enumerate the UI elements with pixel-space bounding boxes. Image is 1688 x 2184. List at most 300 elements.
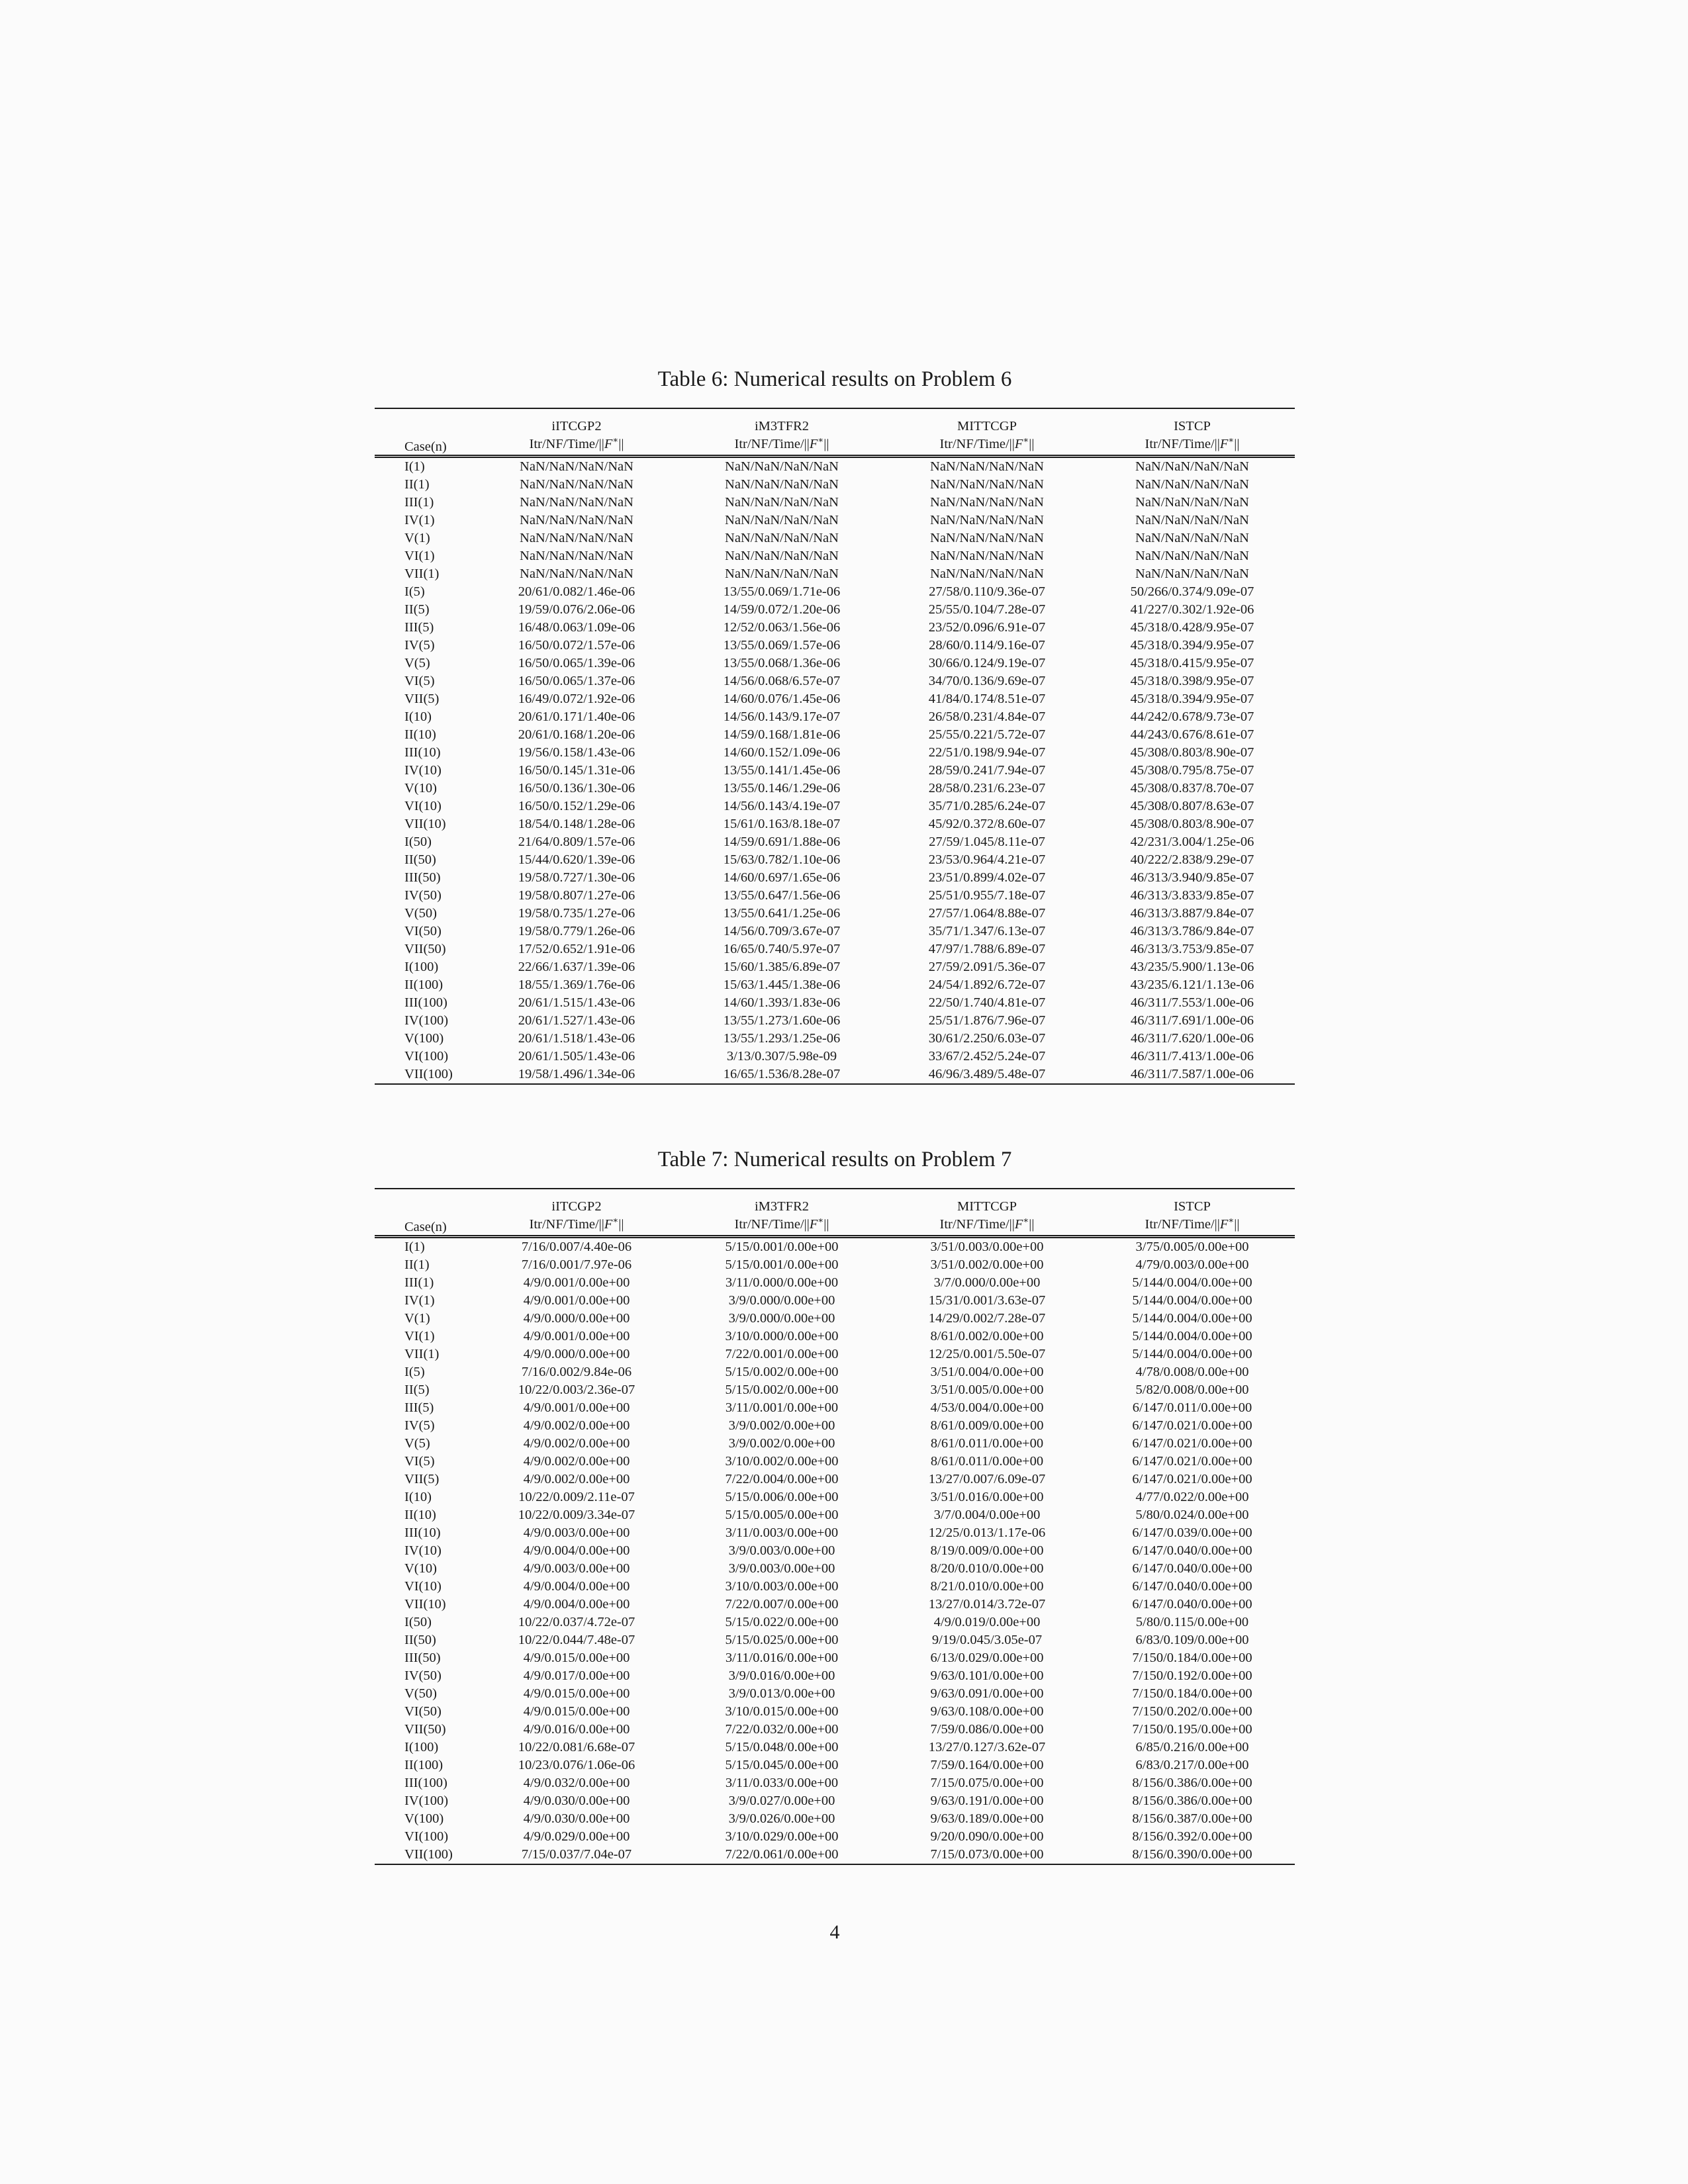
case-cell: V(1) bbox=[404, 531, 430, 545]
case-cell: V(1) bbox=[404, 1311, 430, 1326]
result-cell: 5/144/0.004/0.00e+00 bbox=[1132, 1311, 1252, 1326]
result-cell: NaN/NaN/NaN/NaN bbox=[930, 513, 1044, 527]
result-cell: 12/52/0.063/1.56e-06 bbox=[723, 620, 841, 635]
result-cell: 25/55/0.221/5.72e-07 bbox=[928, 727, 1046, 742]
table-row bbox=[375, 1417, 1295, 1435]
result-cell: 6/147/0.021/0.00e+00 bbox=[1132, 1436, 1252, 1451]
case-cell: I(1) bbox=[404, 459, 425, 474]
result-cell: 3/51/0.004/0.00e+00 bbox=[930, 1365, 1044, 1379]
result-cell: 3/9/0.000/0.00e+00 bbox=[728, 1311, 835, 1326]
case-cell: II(5) bbox=[404, 602, 430, 617]
table-row bbox=[375, 1828, 1295, 1846]
case-cell: VII(50) bbox=[404, 1722, 446, 1737]
result-cell: 16/50/0.145/1.31e-06 bbox=[518, 763, 635, 778]
case-cell: III(100) bbox=[404, 995, 447, 1010]
table-row bbox=[375, 1739, 1295, 1756]
result-cell: 5/15/0.045/0.00e+00 bbox=[725, 1758, 839, 1772]
result-cell: 34/70/0.136/9.69e-07 bbox=[928, 674, 1046, 688]
table-row bbox=[375, 512, 1295, 529]
table7-body bbox=[375, 1237, 1295, 1865]
case-cell: V(5) bbox=[404, 656, 430, 670]
result-cell: 7/16/0.001/7.97e-06 bbox=[521, 1257, 632, 1272]
result-cell: NaN/NaN/NaN/NaN bbox=[1135, 567, 1249, 581]
result-cell: 3/51/0.005/0.00e+00 bbox=[930, 1383, 1044, 1397]
case-cell: II(100) bbox=[404, 978, 444, 992]
table-row bbox=[375, 1631, 1295, 1649]
result-cell: 19/58/1.496/1.34e-06 bbox=[518, 1067, 635, 1081]
result-cell: 13/55/0.069/1.57e-06 bbox=[723, 638, 841, 653]
result-cell: 8/19/0.009/0.00e+00 bbox=[930, 1543, 1044, 1558]
result-cell: 4/9/0.000/0.00e+00 bbox=[523, 1347, 630, 1361]
result-cell: 10/22/0.003/2.36e-07 bbox=[518, 1383, 635, 1397]
result-cell: 3/10/0.003/0.00e+00 bbox=[725, 1579, 839, 1594]
table-row bbox=[375, 1560, 1295, 1578]
result-cell: 46/311/7.553/1.00e-06 bbox=[1130, 995, 1254, 1010]
result-cell: 46/313/3.833/9.85e-07 bbox=[1130, 888, 1254, 903]
result-cell: 3/51/0.002/0.00e+00 bbox=[930, 1257, 1044, 1272]
table6 bbox=[375, 408, 1295, 1085]
case-cell: I(10) bbox=[404, 1490, 432, 1504]
table-subheader-row bbox=[375, 1214, 1295, 1237]
table-row bbox=[375, 1399, 1295, 1417]
case-cell: VII(1) bbox=[404, 1347, 440, 1361]
result-cell: 7/16/0.007/4.40e-06 bbox=[521, 1240, 632, 1254]
case-cell: I(50) bbox=[404, 835, 432, 849]
result-cell: 46/313/3.753/9.85e-07 bbox=[1130, 942, 1254, 956]
result-cell: 3/13/0.307/5.98e-09 bbox=[726, 1049, 837, 1064]
metric-label: Itr/NF/Time/||F∗|| bbox=[734, 1215, 829, 1232]
result-cell: 4/9/0.003/0.00e+00 bbox=[523, 1525, 630, 1540]
result-cell: 8/61/0.011/0.00e+00 bbox=[930, 1454, 1044, 1469]
case-cell: V(50) bbox=[404, 1686, 437, 1701]
case-cell: V(10) bbox=[404, 781, 437, 796]
table-row bbox=[375, 529, 1295, 547]
result-cell: 15/44/0.620/1.39e-06 bbox=[518, 852, 635, 867]
result-cell: 20/61/1.527/1.43e-06 bbox=[518, 1013, 635, 1028]
result-cell: 7/22/0.004/0.00e+00 bbox=[725, 1472, 839, 1486]
result-cell: 6/147/0.040/0.00e+00 bbox=[1132, 1543, 1252, 1558]
result-cell: 3/75/0.005/0.00e+00 bbox=[1135, 1240, 1249, 1254]
result-cell: 16/50/0.065/1.39e-06 bbox=[518, 656, 635, 670]
case-cell: I(10) bbox=[404, 709, 432, 724]
result-cell: 3/9/0.002/0.00e+00 bbox=[728, 1418, 835, 1433]
result-cell: 14/56/0.709/3.67e-07 bbox=[723, 924, 841, 938]
result-cell: 7/22/0.061/0.00e+00 bbox=[725, 1847, 839, 1862]
result-cell: NaN/NaN/NaN/NaN bbox=[520, 513, 633, 527]
result-cell: 14/60/0.152/1.09e-06 bbox=[723, 745, 841, 760]
table-row bbox=[375, 905, 1295, 923]
table-row bbox=[375, 1649, 1295, 1667]
result-cell: 5/144/0.004/0.00e+00 bbox=[1132, 1329, 1252, 1343]
table-row bbox=[375, 1756, 1295, 1774]
result-cell: 4/9/0.030/0.00e+00 bbox=[523, 1811, 630, 1826]
result-cell: 14/56/0.143/4.19e-07 bbox=[723, 799, 841, 813]
result-cell: 4/9/0.029/0.00e+00 bbox=[523, 1829, 630, 1844]
case-column-header: Case(n) bbox=[404, 439, 447, 454]
result-cell: NaN/NaN/NaN/NaN bbox=[725, 531, 839, 545]
metric-label: Itr/NF/Time/||F∗|| bbox=[1145, 435, 1240, 451]
result-cell: NaN/NaN/NaN/NaN bbox=[520, 495, 633, 510]
result-cell: 13/55/1.293/1.25e-06 bbox=[723, 1031, 841, 1046]
result-cell: 7/15/0.037/7.04e-07 bbox=[521, 1847, 632, 1862]
result-cell: 46/311/7.413/1.00e-06 bbox=[1130, 1049, 1254, 1064]
result-cell: 5/15/0.025/0.00e+00 bbox=[725, 1633, 839, 1647]
result-cell: 7/59/0.164/0.00e+00 bbox=[930, 1758, 1044, 1772]
case-cell: VI(50) bbox=[404, 924, 442, 938]
case-cell: VI(10) bbox=[404, 799, 442, 813]
result-cell: 20/61/0.168/1.20e-06 bbox=[518, 727, 635, 742]
result-cell: 7/150/0.192/0.00e+00 bbox=[1132, 1668, 1252, 1683]
case-cell: IV(100) bbox=[404, 1013, 449, 1028]
result-cell: 5/15/0.002/0.00e+00 bbox=[725, 1383, 839, 1397]
result-cell: 6/147/0.040/0.00e+00 bbox=[1132, 1561, 1252, 1576]
result-cell: 16/65/1.536/8.28e-07 bbox=[723, 1067, 841, 1081]
table-row bbox=[375, 476, 1295, 494]
result-cell: 4/9/0.002/0.00e+00 bbox=[523, 1436, 630, 1451]
table7 bbox=[375, 1188, 1295, 1865]
table-row bbox=[375, 1488, 1295, 1506]
method-header-mittcgp: MITTCGP bbox=[957, 419, 1017, 433]
table-row bbox=[375, 457, 1295, 477]
result-cell: 3/11/0.001/0.00e+00 bbox=[725, 1400, 839, 1415]
result-cell: 7/22/0.007/0.00e+00 bbox=[725, 1597, 839, 1612]
result-cell: 5/80/0.024/0.00e+00 bbox=[1135, 1508, 1249, 1522]
result-cell: 7/15/0.073/0.00e+00 bbox=[930, 1847, 1044, 1862]
case-cell: VI(10) bbox=[404, 1579, 442, 1594]
result-cell: 50/266/0.374/9.09e-07 bbox=[1130, 584, 1254, 599]
result-cell: 6/147/0.040/0.00e+00 bbox=[1132, 1597, 1252, 1612]
result-cell: 18/55/1.369/1.76e-06 bbox=[518, 978, 635, 992]
result-cell: 13/55/0.647/1.56e-06 bbox=[723, 888, 841, 903]
result-cell: 17/52/0.652/1.91e-06 bbox=[518, 942, 635, 956]
result-cell: 23/52/0.096/6.91e-07 bbox=[928, 620, 1046, 635]
result-cell: 30/66/0.124/9.19e-07 bbox=[928, 656, 1046, 670]
result-cell: 4/9/0.030/0.00e+00 bbox=[523, 1794, 630, 1808]
metric-label: Itr/NF/Time/||F∗|| bbox=[939, 435, 1035, 451]
result-cell: 20/61/1.518/1.43e-06 bbox=[518, 1031, 635, 1046]
case-cell: V(50) bbox=[404, 906, 437, 921]
case-cell: IV(10) bbox=[404, 1543, 442, 1558]
case-column-header: Case(n) bbox=[404, 1220, 447, 1234]
result-cell: 16/50/0.152/1.29e-06 bbox=[518, 799, 635, 813]
case-cell: II(100) bbox=[404, 1758, 444, 1772]
result-cell: 6/13/0.029/0.00e+00 bbox=[930, 1651, 1044, 1665]
result-cell: 23/51/0.899/4.02e-07 bbox=[928, 870, 1046, 885]
result-cell: 40/222/2.838/9.29e-07 bbox=[1130, 852, 1254, 867]
result-cell: 14/60/0.697/1.65e-06 bbox=[723, 870, 841, 885]
result-cell: 15/31/0.001/3.63e-07 bbox=[928, 1293, 1046, 1308]
table-row bbox=[375, 1381, 1295, 1399]
method-header-im3tfr2: iM3TFR2 bbox=[754, 419, 810, 433]
result-cell: 46/313/3.786/9.84e-07 bbox=[1130, 924, 1254, 938]
result-cell: 3/11/0.033/0.00e+00 bbox=[725, 1776, 839, 1790]
result-cell: 10/22/0.081/6.68e-07 bbox=[518, 1740, 635, 1754]
result-cell: 16/50/0.072/1.57e-06 bbox=[518, 638, 635, 653]
metric-label: Itr/NF/Time/||F∗|| bbox=[939, 1215, 1035, 1232]
result-cell: 19/58/0.735/1.27e-06 bbox=[518, 906, 635, 921]
result-cell: 6/147/0.021/0.00e+00 bbox=[1132, 1472, 1252, 1486]
result-cell: 13/55/0.068/1.36e-06 bbox=[723, 656, 841, 670]
result-cell: 46/311/7.620/1.00e-06 bbox=[1130, 1031, 1254, 1046]
table-header-row bbox=[375, 1189, 1295, 1214]
result-cell: 13/55/0.069/1.71e-06 bbox=[723, 584, 841, 599]
table-row bbox=[375, 1048, 1295, 1066]
result-cell: 9/63/0.191/0.00e+00 bbox=[930, 1794, 1044, 1808]
result-cell: 4/9/0.002/0.00e+00 bbox=[523, 1454, 630, 1469]
table-row bbox=[375, 1774, 1295, 1792]
result-cell: 5/82/0.008/0.00e+00 bbox=[1135, 1383, 1249, 1397]
result-cell: 20/61/0.082/1.46e-06 bbox=[518, 584, 635, 599]
result-cell: 44/243/0.676/8.61e-07 bbox=[1130, 727, 1254, 742]
result-cell: 4/9/0.001/0.00e+00 bbox=[523, 1329, 630, 1343]
table-row bbox=[375, 833, 1295, 851]
result-cell: 7/150/0.184/0.00e+00 bbox=[1132, 1651, 1252, 1665]
result-cell: 16/50/0.136/1.30e-06 bbox=[518, 781, 635, 796]
result-cell: 46/96/3.489/5.48e-07 bbox=[928, 1067, 1046, 1081]
table6-header bbox=[375, 408, 1295, 457]
result-cell: 45/318/0.415/9.95e-07 bbox=[1130, 656, 1254, 670]
result-cell: 6/147/0.021/0.00e+00 bbox=[1132, 1454, 1252, 1469]
case-cell: IV(10) bbox=[404, 763, 442, 778]
case-cell: II(1) bbox=[404, 1257, 430, 1272]
table-row bbox=[375, 1846, 1295, 1864]
result-cell: 7/150/0.195/0.00e+00 bbox=[1132, 1722, 1252, 1737]
case-cell: IV(1) bbox=[404, 1293, 435, 1308]
result-cell: 14/56/0.143/9.17e-07 bbox=[723, 709, 841, 724]
result-cell: 3/11/0.016/0.00e+00 bbox=[725, 1651, 839, 1665]
table6-caption: Table 6: Numerical results on Problem 6 bbox=[657, 367, 1012, 391]
result-cell: 4/9/0.004/0.00e+00 bbox=[523, 1543, 630, 1558]
metric-label: Itr/NF/Time/||F∗|| bbox=[1145, 1215, 1240, 1232]
table-subheader-row bbox=[375, 434, 1295, 457]
case-cell: VI(100) bbox=[404, 1829, 449, 1844]
table-row bbox=[375, 1721, 1295, 1739]
case-cell: II(50) bbox=[404, 852, 436, 867]
result-cell: 9/63/0.101/0.00e+00 bbox=[930, 1668, 1044, 1683]
result-cell: 7/59/0.086/0.00e+00 bbox=[930, 1722, 1044, 1737]
result-cell: 5/144/0.004/0.00e+00 bbox=[1132, 1293, 1252, 1308]
result-cell: 3/9/0.003/0.00e+00 bbox=[728, 1543, 835, 1558]
result-cell: 4/9/0.019/0.00e+00 bbox=[933, 1615, 1041, 1629]
result-cell: NaN/NaN/NaN/NaN bbox=[725, 513, 839, 527]
table-row bbox=[375, 815, 1295, 833]
result-cell: 14/60/1.393/1.83e-06 bbox=[723, 995, 841, 1010]
table-row bbox=[375, 1363, 1295, 1381]
case-cell: III(10) bbox=[404, 1525, 441, 1540]
result-cell: 10/23/0.076/1.06e-06 bbox=[518, 1758, 635, 1772]
table-row bbox=[375, 1256, 1295, 1274]
case-cell: VI(1) bbox=[404, 549, 435, 563]
method-header-im3tfr2: iM3TFR2 bbox=[754, 1199, 810, 1214]
case-cell: II(10) bbox=[404, 727, 436, 742]
result-cell: 10/22/0.044/7.48e-07 bbox=[518, 1633, 635, 1647]
result-cell: 3/51/0.003/0.00e+00 bbox=[930, 1240, 1044, 1254]
result-cell: 14/60/0.076/1.45e-06 bbox=[723, 692, 841, 706]
method-header-istcp: ISTCP bbox=[1174, 419, 1211, 433]
result-cell: 3/10/0.002/0.00e+00 bbox=[725, 1454, 839, 1469]
result-cell: 19/56/0.158/1.43e-06 bbox=[518, 745, 635, 760]
case-cell: III(5) bbox=[404, 620, 434, 635]
metric-label: Itr/NF/Time/||F∗|| bbox=[529, 1215, 624, 1232]
method-header-mittcgp: MITTCGP bbox=[957, 1199, 1017, 1214]
table-row bbox=[375, 887, 1295, 905]
result-cell: 4/9/0.015/0.00e+00 bbox=[523, 1686, 630, 1701]
result-cell: 5/15/0.002/0.00e+00 bbox=[725, 1365, 839, 1379]
table-row bbox=[375, 690, 1295, 708]
table-row bbox=[375, 1292, 1295, 1310]
result-cell: 22/51/0.198/9.94e-07 bbox=[928, 745, 1046, 760]
case-cell: IV(5) bbox=[404, 1418, 435, 1433]
result-cell: NaN/NaN/NaN/NaN bbox=[520, 567, 633, 581]
result-cell: 6/83/0.109/0.00e+00 bbox=[1135, 1633, 1249, 1647]
result-cell: 41/227/0.302/1.92e-06 bbox=[1130, 602, 1254, 617]
result-cell: NaN/NaN/NaN/NaN bbox=[520, 531, 633, 545]
result-cell: NaN/NaN/NaN/NaN bbox=[725, 495, 839, 510]
table-row bbox=[375, 1453, 1295, 1471]
result-cell: 3/10/0.029/0.00e+00 bbox=[725, 1829, 839, 1844]
result-cell: 35/71/1.347/6.13e-07 bbox=[928, 924, 1046, 938]
case-cell: III(10) bbox=[404, 745, 441, 760]
result-cell: 5/15/0.001/0.00e+00 bbox=[725, 1240, 839, 1254]
result-cell: 45/308/0.807/8.63e-07 bbox=[1130, 799, 1254, 813]
top-margin bbox=[375, 0, 1295, 365]
result-cell: 47/97/1.788/6.89e-07 bbox=[928, 942, 1046, 956]
result-cell: 5/15/0.006/0.00e+00 bbox=[725, 1490, 839, 1504]
result-cell: 46/311/7.587/1.00e-06 bbox=[1130, 1067, 1254, 1081]
result-cell: 45/92/0.372/8.60e-07 bbox=[928, 817, 1046, 831]
result-cell: 9/20/0.090/0.00e+00 bbox=[930, 1829, 1044, 1844]
result-cell: 9/63/0.091/0.00e+00 bbox=[930, 1686, 1044, 1701]
table6-body bbox=[375, 457, 1295, 1085]
result-cell: 4/9/0.004/0.00e+00 bbox=[523, 1579, 630, 1594]
result-cell: 6/85/0.216/0.00e+00 bbox=[1135, 1740, 1249, 1754]
result-cell: 25/55/0.104/7.28e-07 bbox=[928, 602, 1046, 617]
case-cell: II(50) bbox=[404, 1633, 436, 1647]
table-row bbox=[375, 583, 1295, 601]
result-cell: 4/9/0.004/0.00e+00 bbox=[523, 1597, 630, 1612]
result-cell: 10/22/0.009/2.11e-07 bbox=[518, 1490, 635, 1504]
result-cell: 27/59/2.091/5.36e-07 bbox=[928, 960, 1046, 974]
result-cell: 7/150/0.202/0.00e+00 bbox=[1132, 1704, 1252, 1719]
result-cell: 5/15/0.005/0.00e+00 bbox=[725, 1508, 839, 1522]
result-cell: 3/9/0.026/0.00e+00 bbox=[728, 1811, 835, 1826]
result-cell: 4/9/0.032/0.00e+00 bbox=[523, 1776, 630, 1790]
result-cell: 13/27/0.014/3.72e-07 bbox=[928, 1597, 1046, 1612]
result-cell: 13/55/1.273/1.60e-06 bbox=[723, 1013, 841, 1028]
result-cell: 19/58/0.807/1.27e-06 bbox=[518, 888, 635, 903]
result-cell: 3/11/0.003/0.00e+00 bbox=[725, 1525, 839, 1540]
result-cell: 3/9/0.013/0.00e+00 bbox=[728, 1686, 835, 1701]
case-cell: VI(1) bbox=[404, 1329, 435, 1343]
result-cell: 24/54/1.892/6.72e-07 bbox=[928, 978, 1046, 992]
method-header-iitcgp2: iITCGP2 bbox=[551, 419, 602, 433]
table-row bbox=[375, 1328, 1295, 1345]
result-cell: 14/59/0.168/1.81e-06 bbox=[723, 727, 841, 742]
case-cell: IV(50) bbox=[404, 1668, 442, 1683]
result-cell: 19/58/0.779/1.26e-06 bbox=[518, 924, 635, 938]
table-row bbox=[375, 1614, 1295, 1631]
result-cell: 4/9/0.001/0.00e+00 bbox=[523, 1275, 630, 1290]
result-cell: 7/22/0.032/0.00e+00 bbox=[725, 1722, 839, 1737]
table-row bbox=[375, 726, 1295, 744]
result-cell: 19/59/0.076/2.06e-06 bbox=[518, 602, 635, 617]
result-cell: 45/318/0.394/9.95e-07 bbox=[1130, 638, 1254, 653]
result-cell: 7/16/0.002/9.84e-06 bbox=[521, 1365, 632, 1379]
table-row bbox=[375, 1506, 1295, 1524]
method-header-iitcgp2: iITCGP2 bbox=[551, 1199, 602, 1214]
result-cell: 45/318/0.428/9.95e-07 bbox=[1130, 620, 1254, 635]
table-row bbox=[375, 637, 1295, 655]
result-cell: 45/308/0.803/8.90e-07 bbox=[1130, 817, 1254, 831]
table7-caption: Table 7: Numerical results on Problem 7 bbox=[657, 1148, 1012, 1171]
result-cell: 8/156/0.392/0.00e+00 bbox=[1132, 1829, 1252, 1844]
result-cell: 10/22/0.037/4.72e-07 bbox=[518, 1615, 635, 1629]
case-cell: VI(100) bbox=[404, 1049, 449, 1064]
table-row bbox=[375, 565, 1295, 583]
result-cell: 22/50/1.740/4.81e-07 bbox=[928, 995, 1046, 1010]
result-cell: 12/25/0.013/1.17e-06 bbox=[928, 1525, 1046, 1540]
result-cell: 3/10/0.015/0.00e+00 bbox=[725, 1704, 839, 1719]
result-cell: 45/318/0.398/9.95e-07 bbox=[1130, 674, 1254, 688]
case-cell: VII(5) bbox=[404, 1472, 440, 1486]
table-row bbox=[375, 655, 1295, 672]
result-cell: 13/27/0.127/3.62e-07 bbox=[928, 1740, 1046, 1754]
result-cell: 16/65/0.740/5.97e-07 bbox=[723, 942, 841, 956]
table-row bbox=[375, 1596, 1295, 1614]
result-cell: 18/54/0.148/1.28e-06 bbox=[518, 817, 635, 831]
result-cell: 46/313/3.940/9.85e-07 bbox=[1130, 870, 1254, 885]
case-cell: I(5) bbox=[404, 584, 425, 599]
table-row bbox=[375, 1435, 1295, 1453]
result-cell: 6/147/0.021/0.00e+00 bbox=[1132, 1418, 1252, 1433]
result-cell: 27/59/1.045/8.11e-07 bbox=[929, 835, 1045, 849]
result-cell: NaN/NaN/NaN/NaN bbox=[1135, 477, 1249, 492]
result-cell: 3/11/0.000/0.00e+00 bbox=[725, 1275, 839, 1290]
result-cell: 4/9/0.015/0.00e+00 bbox=[523, 1651, 630, 1665]
result-cell: NaN/NaN/NaN/NaN bbox=[520, 549, 633, 563]
case-cell: III(50) bbox=[404, 1651, 441, 1665]
result-cell: 44/242/0.678/9.73e-07 bbox=[1130, 709, 1254, 724]
result-cell: 8/20/0.010/0.00e+00 bbox=[930, 1561, 1044, 1576]
table-row bbox=[375, 1066, 1295, 1084]
result-cell: 45/308/0.837/8.70e-07 bbox=[1130, 781, 1254, 796]
result-cell: NaN/NaN/NaN/NaN bbox=[930, 459, 1044, 474]
case-cell: VII(5) bbox=[404, 692, 440, 706]
result-cell: 20/61/1.505/1.43e-06 bbox=[518, 1049, 635, 1064]
result-cell: 8/156/0.387/0.00e+00 bbox=[1132, 1811, 1252, 1826]
table-row bbox=[375, 619, 1295, 637]
result-cell: 46/311/7.691/1.00e-06 bbox=[1130, 1013, 1254, 1028]
table-row bbox=[375, 1703, 1295, 1721]
case-cell: V(5) bbox=[404, 1436, 430, 1451]
result-cell: NaN/NaN/NaN/NaN bbox=[725, 567, 839, 581]
result-cell: 3/7/0.004/0.00e+00 bbox=[933, 1508, 1041, 1522]
result-cell: 5/15/0.022/0.00e+00 bbox=[725, 1615, 839, 1629]
result-cell: 4/9/0.017/0.00e+00 bbox=[523, 1668, 630, 1683]
result-cell: 4/9/0.003/0.00e+00 bbox=[523, 1561, 630, 1576]
case-cell: II(10) bbox=[404, 1508, 436, 1522]
result-cell: 15/63/1.445/1.38e-06 bbox=[723, 978, 841, 992]
table-row bbox=[375, 1274, 1295, 1292]
result-cell: 3/51/0.016/0.00e+00 bbox=[930, 1490, 1044, 1504]
table-row bbox=[375, 1578, 1295, 1596]
table-row bbox=[375, 940, 1295, 958]
result-cell: 13/55/0.146/1.29e-06 bbox=[723, 781, 841, 796]
case-cell: III(1) bbox=[404, 1275, 434, 1290]
case-cell: I(1) bbox=[404, 1240, 425, 1254]
result-cell: NaN/NaN/NaN/NaN bbox=[930, 495, 1044, 510]
result-cell: 8/156/0.386/0.00e+00 bbox=[1132, 1794, 1252, 1808]
